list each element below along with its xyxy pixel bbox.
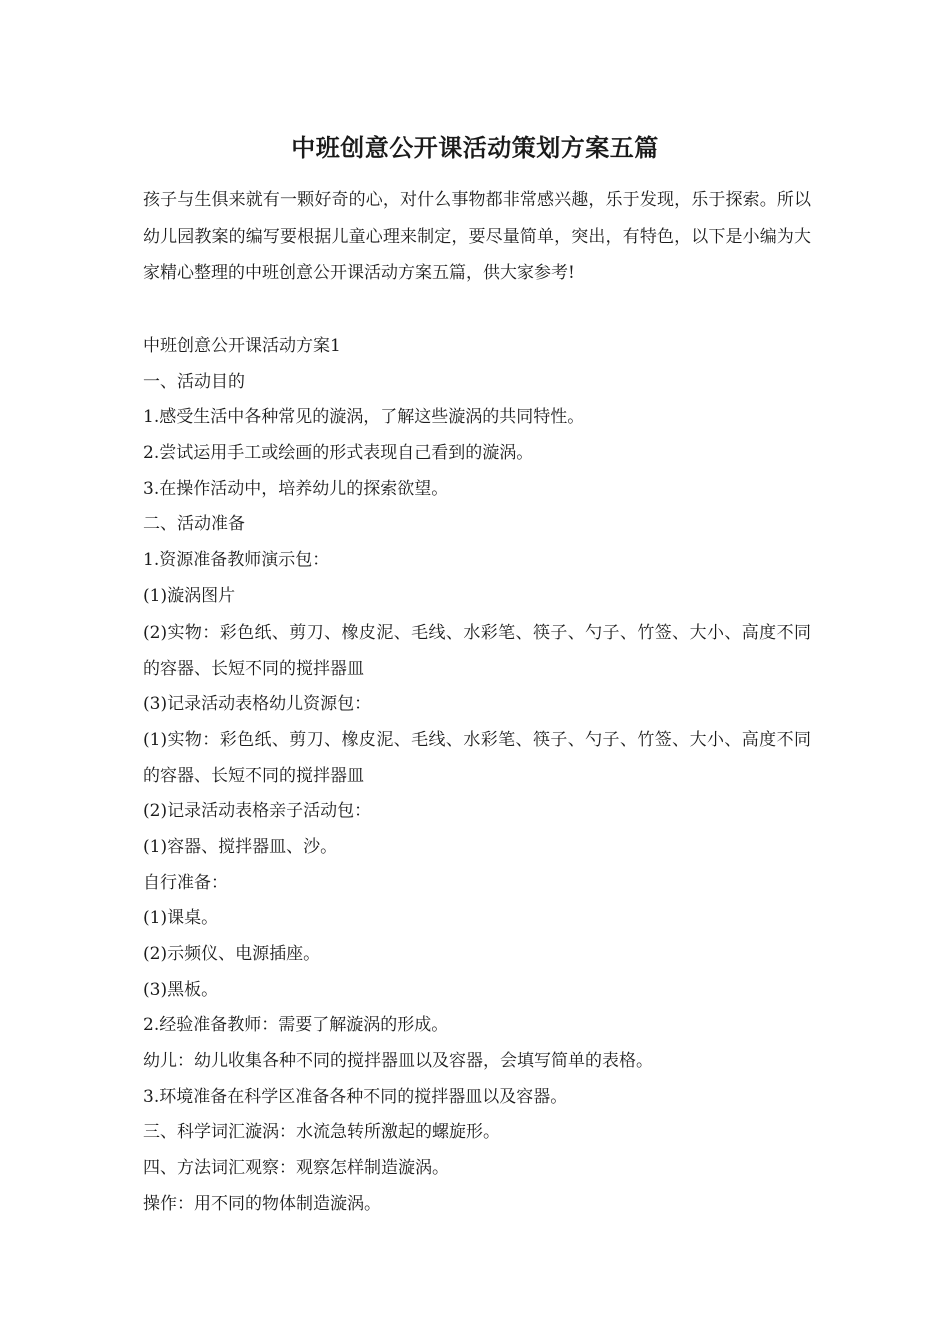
preparation-item-resources: 1.资源准备教师演示包： bbox=[143, 550, 330, 571]
science-vocabulary-line: 三、科学词汇漩涡：水流急转所激起的螺旋形。 bbox=[143, 1122, 500, 1143]
intro-paragraph: 孩子与生俱来就有一颗好奇的心，对什么事物都非常感兴趣，乐于发现，乐于探索。所以幼儿园教案的编写要根据儿童心理来制定，要尽量简单，突出，有特色，以下是小编为大家精心整理的中班创意公开课活动方案五篇，供大家参考! bbox=[143, 190, 811, 283]
self-preparation-item-2: (2)示频仪、电源插座。 bbox=[143, 943, 321, 964]
section-heading-preparation: 二、活动准备 bbox=[143, 514, 245, 535]
family-pack-item-1: (1)容器、搅拌器皿、沙。 bbox=[143, 836, 338, 857]
teacher-pack-item-1: (1)漩涡图片 bbox=[143, 585, 236, 606]
self-preparation-item-3: (3)黑板。 bbox=[143, 979, 219, 1000]
child-experience-line: 幼儿：幼儿收集各种不同的搅拌器皿以及容器，会填写简单的表格。 bbox=[143, 1051, 653, 1071]
method-vocabulary-line: 四、方法词汇观察：观察怎样制造漩涡。 bbox=[143, 1158, 449, 1179]
document-title: 中班创意公开课活动策划方案五篇 bbox=[291, 133, 659, 162]
teacher-pack-item-3: (3)记录活动表格幼儿资源包： bbox=[143, 693, 372, 714]
document-body bbox=[143, 329, 811, 1222]
purpose-item-1: 1.感受生活中各种常见的漩涡，了解这些漩涡的共同特性。 bbox=[143, 407, 585, 428]
section-heading-plan-1: 中班创意公开课活动方案1 bbox=[143, 336, 341, 356]
self-preparation-heading: 自行准备： bbox=[143, 872, 228, 893]
teacher-pack-item-2: (2)实物：彩色纸、剪刀、橡皮泥、毛线、水彩笔、筷子、勺子、竹签、大小、高度不同的容器、长短不同的搅拌器皿 bbox=[143, 622, 811, 679]
child-pack-item-2: (2)记录活动表格亲子活动包： bbox=[143, 801, 372, 822]
self-preparation-item-1: (1)课桌。 bbox=[143, 908, 219, 929]
preparation-item-environment: 3.环境准备在科学区准备各种不同的搅拌器皿以及容器。 bbox=[143, 1086, 568, 1107]
operation-line: 操作：用不同的物体制造漩涡。 bbox=[143, 1193, 381, 1214]
preparation-item-experience: 2.经验准备教师：需要了解漩涡的形成。 bbox=[143, 1015, 449, 1036]
section-heading-purpose: 一、活动目的 bbox=[143, 371, 245, 392]
purpose-item-3: 3.在操作活动中，培养幼儿的探索欲望。 bbox=[143, 478, 449, 499]
child-pack-item-1: (1)实物：彩色纸、剪刀、橡皮泥、毛线、水彩笔、筷子、勺子、竹签、大小、高度不同的容器、长短不同的搅拌器皿 bbox=[143, 730, 811, 787]
purpose-item-2: 2.尝试运用手工或绘画的形式表现自己看到的漩涡。 bbox=[143, 443, 534, 464]
